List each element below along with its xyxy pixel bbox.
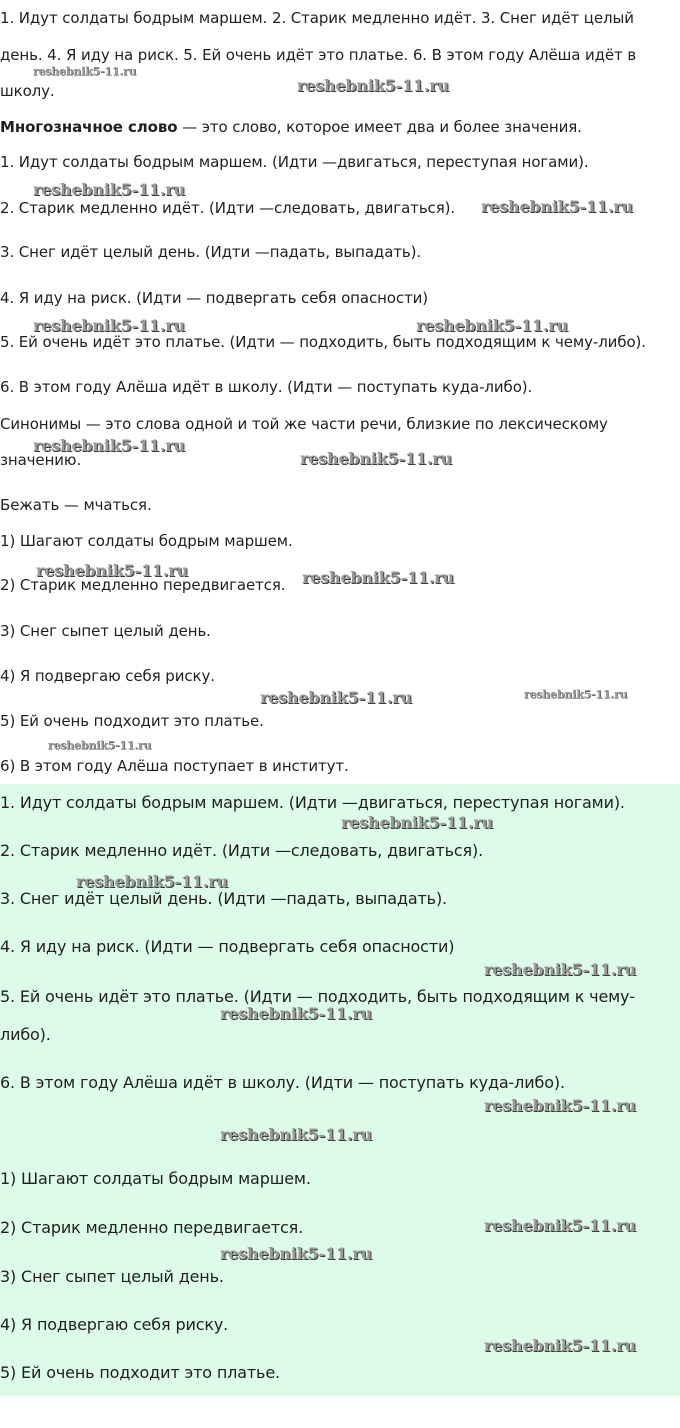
watermark: reshebnik5-11.ru xyxy=(484,1216,636,1235)
meaning-item: 5. Ей очень идёт это платье. (Идти — подходить, быть подходящим к чему-либо). xyxy=(0,333,646,351)
definition-term: Многозначное слово xyxy=(0,118,178,136)
watermark: reshebnik5-11.ru xyxy=(484,1096,636,1115)
sentence: 5) Ей очень подходит это платье. xyxy=(0,1363,280,1382)
watermark: reshebnik5-11.ru xyxy=(36,561,188,580)
watermark: reshebnik5-11.ru xyxy=(33,65,137,78)
text-line: 1. Идут солдаты бодрым маршем. 2. Старик медленно идёт. 3. Снег идёт целый xyxy=(0,9,634,27)
sentence: 1) Шагают солдаты бодрым маршем. xyxy=(0,532,293,550)
meaning-item: либо). xyxy=(0,1025,51,1044)
meaning-item: 4. Я иду на риск. (Идти — подвергать себя опасности) xyxy=(0,289,429,307)
text-line: школу. xyxy=(0,82,55,100)
synonyms-definition: значению. xyxy=(0,451,82,469)
watermark: reshebnik5-11.ru xyxy=(302,568,454,587)
watermark: reshebnik5-11.ru xyxy=(48,739,152,752)
meaning-item: 4. Я иду на риск. (Идти — подвергать себя опасности) xyxy=(0,937,455,956)
synonym-example: Бежать — мчаться. xyxy=(0,496,152,514)
definition-line xyxy=(0,118,582,136)
sentence: 4) Я подвергаю себя риску. xyxy=(0,667,215,685)
sentence: 3) Снег сыпет целый день. xyxy=(0,622,211,640)
watermark: reshebnik5-11.ru xyxy=(484,1336,636,1355)
watermark: reshebnik5-11.ru xyxy=(416,316,568,335)
watermark: reshebnik5-11.ru xyxy=(76,872,228,891)
synonyms-definition: Синонимы — это слова одной и той же части речи, близкие по лексическому xyxy=(0,415,608,433)
sentence: 2) Старик медленно передвигается. xyxy=(0,576,286,594)
meaning-item: 1. Идут солдаты бодрым маршем. (Идти —двигаться, переступая ногами). xyxy=(0,793,625,812)
meaning-item: 6. В этом году Алёша идёт в школу. (Идти — поступать куда-либо). xyxy=(0,378,533,396)
meaning-item: 5. Ей очень идёт это платье. (Идти — подходить, быть подходящим к чему- xyxy=(0,987,635,1006)
meaning-item: 2. Старик медленно идёт. (Идти —следовать, двигаться). xyxy=(0,841,484,860)
watermark: reshebnik5-11.ru xyxy=(484,960,636,979)
watermark: reshebnik5-11.ru xyxy=(481,197,633,216)
sentence: 1) Шагают солдаты бодрым маршем. xyxy=(0,1169,311,1188)
watermark: reshebnik5-11.ru xyxy=(524,688,628,701)
sentence: 4) Я подвергаю себя риску. xyxy=(0,1315,229,1334)
text-line: день. 4. Я иду на риск. 5. Ей очень идёт это платье. 6. В этом году Алёша идёт в xyxy=(0,46,637,64)
meaning-item: 1. Идут солдаты бодрым маршем. (Идти —двигаться, переступая ногами). xyxy=(0,153,589,171)
watermark: reshebnik5-11.ru xyxy=(33,180,185,199)
sentence: 2) Старик медленно передвигается. xyxy=(0,1218,304,1237)
sentence: 5) Ей очень подходит это платье. xyxy=(0,712,264,730)
meaning-item: 6. В этом году Алёша идёт в школу. (Идти — поступать куда-либо). xyxy=(0,1073,565,1092)
meaning-item: 3. Снег идёт целый день. (Идти —падать, выпадать). xyxy=(0,889,447,908)
watermark: reshebnik5-11.ru xyxy=(220,1004,372,1023)
watermark: reshebnik5-11.ru xyxy=(220,1244,372,1263)
watermark: reshebnik5-11.ru xyxy=(33,316,185,335)
meaning-item: 2. Старик медленно идёт. (Идти —следовать, двигаться). xyxy=(0,199,456,217)
watermark: reshebnik5-11.ru xyxy=(341,813,493,832)
meaning-item: 3. Снег идёт целый день. (Идти —падать, выпадать). xyxy=(0,243,422,261)
watermark: reshebnik5-11.ru xyxy=(220,1125,372,1144)
watermark: reshebnik5-11.ru xyxy=(297,76,449,95)
definition-text: — это слово, которое имеет два и более значения. xyxy=(177,118,582,136)
sentence: 6) В этом году Алёша поступает в институт. xyxy=(0,757,349,775)
watermark: reshebnik5-11.ru xyxy=(300,449,452,468)
watermark: reshebnik5-11.ru xyxy=(33,436,185,455)
sentence: 3) Снег сыпет целый день. xyxy=(0,1267,224,1286)
watermark: reshebnik5-11.ru xyxy=(260,688,412,707)
